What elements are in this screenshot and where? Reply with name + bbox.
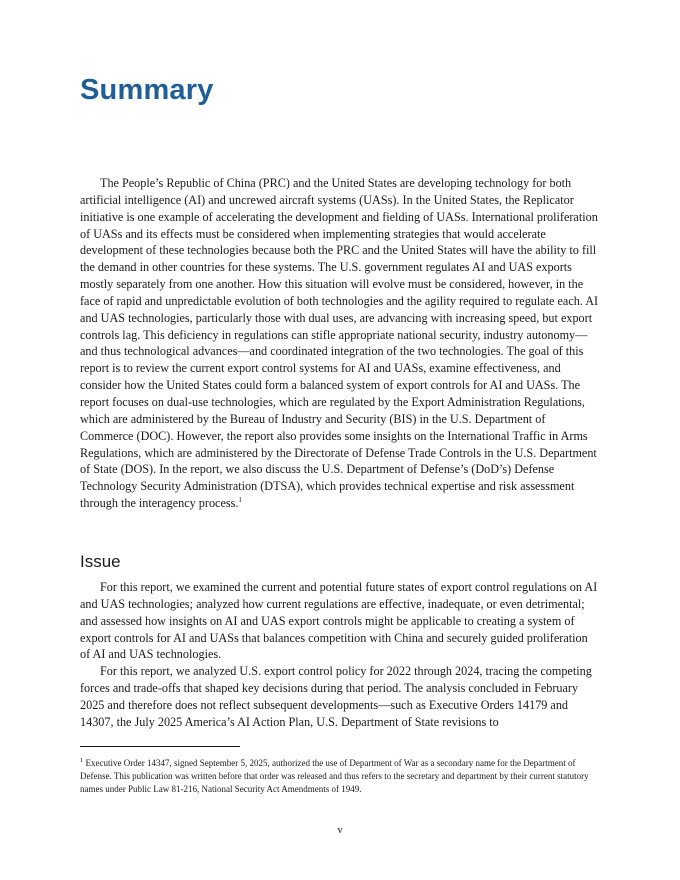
summary-paragraph: [80, 175, 600, 512]
footnote: [80, 757, 600, 796]
section-heading-issue: Issue: [80, 552, 121, 571]
footnote-divider: [80, 746, 240, 747]
summary-paragraph-text: The People’s Republic of China (PRC) and the United States are developing technology for both artificial intelligence (AI) and uncrewed aircraft systems (UASs). In the United States, the Replicator initiative is one example of accelerating the development and fielding of UASs. International proliferation of UASs and its effects must be considered when implementing strategies that would accelerate development of these technologies because both the PRC and the United States will have the ability to fill the demand in other countries for these systems. The U.S. government regulates AI and UAS exports mostly separately from one another. How this situation will evolve must be considered, however, in the face of rapid and unpredictable evolution of both technologies and the agility required to regulate each. AI and UAS technologies, particularly those with dual uses, are advancing with increasing speed, but export controls lag. This deficiency in regulations can stifle appropriate national security, industry autonomy—and thus technological advances—and coordinated integration of the two technologies. The goal of this report is to review the current export control systems for AI and UASs, examine effectiveness, and consider how the United States could form a balanced system of export controls for AI and UASs. The report focuses on dual-use technologies, which are regulated by the Export Administration Regulations, which are administered by the Bureau of Industry and Security (BIS) in the U.S. Department of Commerce (DOC). However, the report also provides some insights on the International Traffic in Arms Regulations, which are administered by the Directorate of Defense Trade Controls in the U.S. Department of State (DOS). In the report, we also discuss the U.S. Department of Defense’s (DoD’s) Defense Technology Security Administration (DTSA), which provides technical expertise and risk assessment through the interagency process.: [80, 176, 599, 511]
footnote-reference[interactable]: 1: [238, 495, 242, 504]
issue-paragraph-1: For this report, we examined the current and potential future states of export control regulations on AI and UAS technologies; analyzed how current regulations are effective, inadequate, or even detrimental; and assessed how insights on AI and UAS export controls might be applicable to creating a system of export controls for AI and UASs that balances competition with China and securely guided proliferation of AI and UAS technologies.: [80, 580, 598, 662]
page-title: Summary: [80, 74, 214, 106]
footnote-text: Executive Order 14347, signed September 5, 2025, authorized the use of Department of War as a secondary name for the Department of Defense. This publication was written before that order was released and thus refers to the secretary and department by their current statutory names under Public Law 81-216, National Security Act Amendments of 1949.: [80, 758, 589, 794]
footnote-number: 1: [80, 757, 84, 764]
issue-paragraph-2: For this report, we analyzed U.S. export control policy for 2022 through 2024, tracing the competing forces and trade-offs that shaped key decisions during that period. The analysis concluded in February 2025 and therefore does not reflect subsequent developments—such as Executive Orders 14179 and 14307, the July 2025 America’s AI Action Plan, U.S. Department of State revisions to: [80, 664, 592, 729]
page-number: v: [337, 825, 343, 836]
